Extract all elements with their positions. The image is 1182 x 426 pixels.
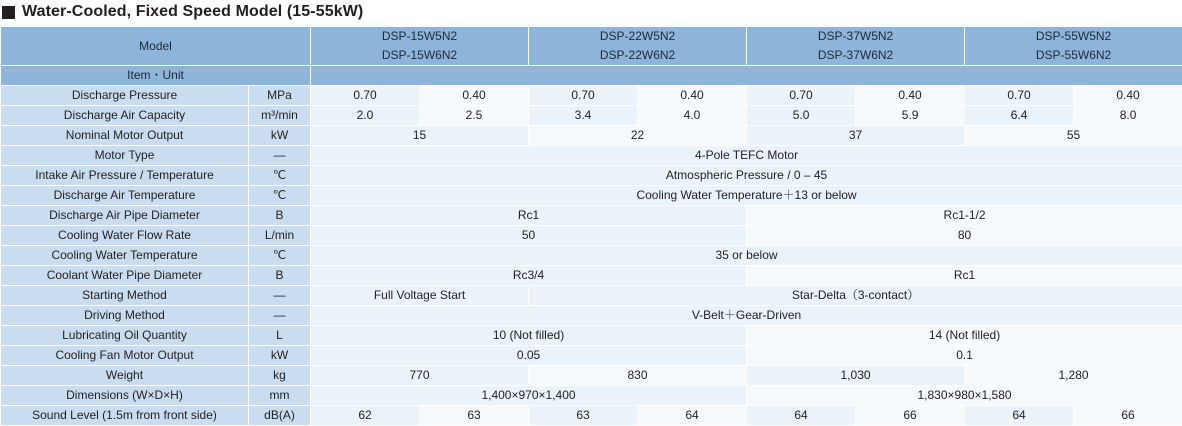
- row-item-label: Weight: [1, 366, 249, 386]
- row-item-label: Cooling Water Flow Rate: [1, 226, 249, 246]
- row-value-cell: 770: [311, 366, 529, 386]
- row-value-cell: 0.70: [747, 86, 856, 106]
- row-value-cell: 5.9: [856, 106, 965, 126]
- row-value-cell: 10 (Not filled): [311, 326, 747, 346]
- table-row: [1, 126, 1182, 146]
- row-value-cell: Atmospheric Pressure / 0 – 45: [311, 166, 1182, 186]
- row-value-cell: 0.40: [638, 86, 747, 106]
- row-value-cell: 55: [965, 126, 1182, 146]
- model-name-line1: DSP-22W5N2: [600, 29, 675, 43]
- row-value-cell: 22: [529, 126, 747, 146]
- table-row: [1, 246, 1182, 266]
- model-column-header-2: [529, 27, 747, 66]
- row-value-cell: V-Belt＋Gear-Driven: [311, 306, 1182, 326]
- table-row: [1, 406, 1182, 426]
- row-item-label: Nominal Motor Output: [1, 126, 249, 146]
- row-value-cell: 5.0: [747, 106, 856, 126]
- model-column-header-3: [747, 27, 965, 66]
- row-value-cell: 66: [1074, 406, 1182, 426]
- model-label: Model: [1, 27, 311, 66]
- model-column-header-1: [311, 27, 529, 66]
- model-name-line2: DSP-15W6N2: [315, 46, 524, 65]
- row-unit-label: kg: [249, 366, 311, 386]
- table-row: [1, 166, 1182, 186]
- section-title: [0, 0, 1182, 26]
- row-value-cell: Rc1: [311, 206, 747, 226]
- row-item-label: Motor Type: [1, 146, 249, 166]
- model-name-line1: DSP-37W5N2: [818, 29, 893, 43]
- row-value-cell: 1,030: [747, 366, 965, 386]
- row-item-label: Lubricating Oil Quantity: [1, 326, 249, 346]
- row-unit-label: —: [249, 306, 311, 326]
- row-value-cell: 15: [311, 126, 529, 146]
- row-unit-label: —: [249, 146, 311, 166]
- row-unit-label: L: [249, 326, 311, 346]
- row-unit-label: kW: [249, 126, 311, 146]
- row-value-cell: 1,830×980×1,580: [747, 386, 1182, 406]
- table-row: [1, 386, 1182, 406]
- row-value-cell: 63: [529, 406, 638, 426]
- row-item-label: Discharge Pressure: [1, 86, 249, 106]
- row-unit-label: MPa: [249, 86, 311, 106]
- table-row: [1, 266, 1182, 286]
- row-value-cell: 6.4: [965, 106, 1074, 126]
- row-value-cell: 0.40: [856, 86, 965, 106]
- row-item-label: Starting Method: [1, 286, 249, 306]
- specifications-table: [0, 26, 1182, 426]
- row-value-cell: Rc1: [747, 266, 1182, 286]
- row-value-cell: 50: [311, 226, 747, 246]
- row-value-cell: 0.70: [529, 86, 638, 106]
- model-name-line1: DSP-55W5N2: [1036, 29, 1111, 43]
- row-value-cell: Cooling Water Temperature＋13 or below: [311, 186, 1182, 206]
- square-bullet-icon: [2, 6, 15, 19]
- row-value-cell: 35 or below: [311, 246, 1182, 266]
- row-item-label: Cooling Water Temperature: [1, 246, 249, 266]
- row-item-label: Driving Method: [1, 306, 249, 326]
- row-value-cell: 1,400×970×1,400: [311, 386, 747, 406]
- row-value-cell: 0.70: [965, 86, 1074, 106]
- row-value-cell: 4-Pole TEFC Motor: [311, 146, 1182, 166]
- row-unit-label: L/min: [249, 226, 311, 246]
- row-value-cell: 37: [747, 126, 965, 146]
- row-unit-label: —: [249, 286, 311, 306]
- row-value-cell: Full Voltage Start: [311, 286, 529, 306]
- row-value-cell: 0.40: [420, 86, 529, 106]
- row-value-cell: 8.0: [1074, 106, 1182, 126]
- table-row: [1, 106, 1182, 126]
- table-row: [1, 306, 1182, 326]
- row-value-cell: 0.40: [1074, 86, 1182, 106]
- page-title: Water-Cooled, Fixed Speed Model (15-55kW): [22, 3, 363, 21]
- row-value-cell: 80: [747, 226, 1182, 246]
- row-value-cell: 62: [311, 406, 420, 426]
- row-unit-label: m³/min: [249, 106, 311, 126]
- row-unit-label: ℃: [249, 186, 311, 206]
- row-unit-label: ℃: [249, 246, 311, 266]
- table-row: [1, 346, 1182, 366]
- row-value-cell: 64: [638, 406, 747, 426]
- row-value-cell: 0.05: [311, 346, 747, 366]
- table-row: [1, 326, 1182, 346]
- table-row: [1, 366, 1182, 386]
- model-name-line2: DSP-37W6N2: [751, 46, 960, 65]
- model-name-line2: DSP-55W6N2: [969, 46, 1178, 65]
- row-value-cell: 1,280: [965, 366, 1182, 386]
- row-unit-label: ℃: [249, 166, 311, 186]
- row-item-label: Discharge Air Temperature: [1, 186, 249, 206]
- row-unit-label: B: [249, 206, 311, 226]
- row-item-label: Dimensions (W×D×H): [1, 386, 249, 406]
- row-value-cell: 14 (Not filled): [747, 326, 1182, 346]
- row-value-cell: 3.4: [529, 106, 638, 126]
- row-value-cell: Star-Delta（3-contact）: [529, 286, 1182, 306]
- model-column-header-4: [965, 27, 1182, 66]
- table-row: [1, 286, 1182, 306]
- row-value-cell: 830: [529, 366, 747, 386]
- table-row: [1, 146, 1182, 166]
- table-row: [1, 86, 1182, 106]
- table-header-model-row: [1, 27, 1182, 66]
- row-value-cell: 0.1: [747, 346, 1182, 366]
- row-value-cell: 0.70: [311, 86, 420, 106]
- row-value-cell: 64: [965, 406, 1074, 426]
- row-value-cell: 63: [420, 406, 529, 426]
- row-value-cell: 66: [856, 406, 965, 426]
- table-row: [1, 226, 1182, 246]
- row-value-cell: 64: [747, 406, 856, 426]
- item-unit-label: Item・Unit: [1, 66, 311, 86]
- row-value-cell: 4.0: [638, 106, 747, 126]
- row-unit-label: dB(A): [249, 406, 311, 426]
- row-item-label: Intake Air Pressure / Temperature: [1, 166, 249, 186]
- row-unit-label: B: [249, 266, 311, 286]
- table-row: [1, 186, 1182, 206]
- row-value-cell: Rc3/4: [311, 266, 747, 286]
- row-unit-label: kW: [249, 346, 311, 366]
- model-name-line1: DSP-15W5N2: [382, 29, 457, 43]
- row-item-label: Coolant Water Pipe Diameter: [1, 266, 249, 286]
- table-header-item-row: [1, 66, 1182, 86]
- row-item-label: Discharge Air Pipe Diameter: [1, 206, 249, 226]
- row-value-cell: 2.0: [311, 106, 420, 126]
- model-name-line2: DSP-22W6N2: [533, 46, 742, 65]
- row-item-label: Cooling Fan Motor Output: [1, 346, 249, 366]
- row-value-cell: 2.5: [420, 106, 529, 126]
- row-item-label: Sound Level (1.5m from front side): [1, 406, 249, 426]
- header-spacer: [311, 66, 1182, 86]
- row-item-label: Discharge Air Capacity: [1, 106, 249, 126]
- table-row: [1, 206, 1182, 226]
- row-unit-label: mm: [249, 386, 311, 406]
- row-value-cell: Rc1-1/2: [747, 206, 1182, 226]
